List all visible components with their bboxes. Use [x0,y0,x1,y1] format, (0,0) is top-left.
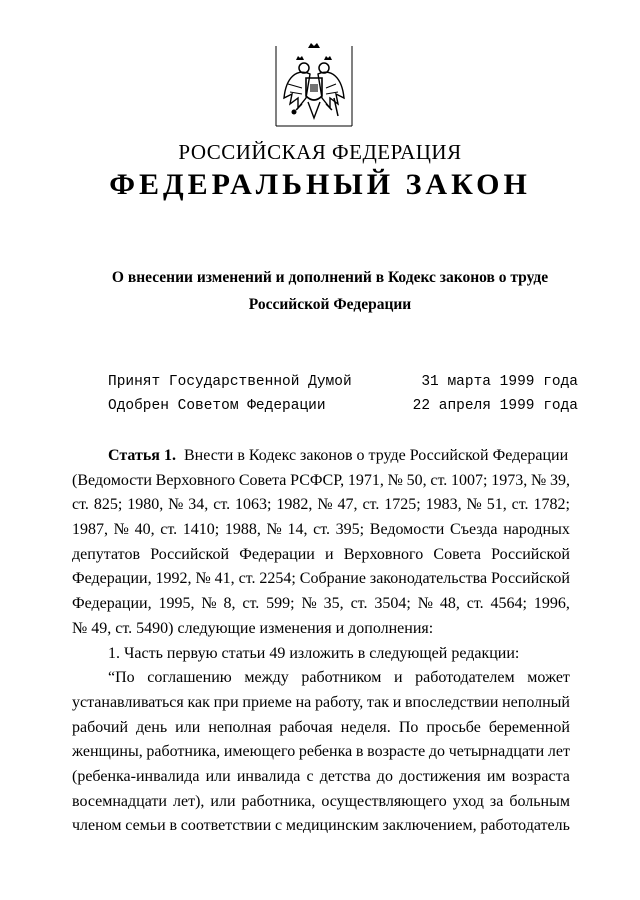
adoption-block [108,370,578,418]
adopted-row [108,370,578,394]
law-subject-line-1: О внесении изменений и дополнений в Кодекс законов о труде [111,269,549,286]
approved-by: Одобрен Советом Федерации [108,398,326,414]
article-text-line: Федерации, 1995, № 8, ст. 599; № 35, ст. 3504; № 48, ст. 4564; 1996, [72,595,570,613]
quote-line: рабочий день или неполная рабочая неделя. По просьбе беременной [72,718,570,736]
article-body [72,444,570,839]
quote-line: членом семьи в соответствии с медицинским заключением, работодатель [72,817,570,835]
article-text-line: Внести в Кодекс законов о труде Российской Федерации [183,447,569,464]
article-text-line: Федерации, 1992, № 41, ст. 2254; Собрание законодательства Российской [72,570,570,588]
adopted-by: Принят Государственной Думой [108,374,352,390]
article-text-line: 1987, № 40, ст. 1410; 1988, № 14, ст. 395; Ведомости Съезда народных [72,521,570,539]
article-label: Статья 1. [108,447,176,464]
quote-line: устанавливаться как при приеме на работу, так и впоследствии неполный [72,693,570,711]
article-text-line: (Ведомости Верховного Совета РСФСР, 1971, № 50, ст. 1007; 1973, № 39, [72,471,570,489]
article-item-1: 1. Часть первую статьи 49 изложить в следующей редакции: [108,644,520,662]
article-text-line: депутатов Российской Федерации и Верховного Совета Российской [72,545,570,563]
coat-of-arms-icon [272,38,356,138]
adopted-date: 31 марта 1999 года [421,374,578,390]
approved-row [108,394,578,418]
law-subject [60,264,600,318]
quote-line: женщины, работника, имеющего ребенка в возрасте до четырнадцати лет [72,743,570,761]
quote-line: “По соглашению между работником и работодателем может [108,669,570,687]
article-text-line: ст. 825; 1980, № 34, ст. 1063; 1982, № 47, ст. 1725; 1983, № 51, ст. 1782; [72,496,570,514]
article-line-first [72,444,570,469]
law-subject-line-2: Российской Федерации [248,296,412,313]
article-text-line: № 49, ст. 5490) следующие изменения и дополнения: [72,619,434,637]
state-name: РОССИЙСКАЯ ФЕДЕРАЦИЯ [178,140,462,164]
approved-date: 22 апреля 1999 года [412,398,578,414]
quote-line: восемнадцати лет), или работника, осуществляющего уход за больным [72,792,570,810]
quote-line: (ребенка-инвалида или инвалида с детства до достижения им возраста [72,767,570,785]
document-type-title: ФЕДЕРАЛЬНЫЙ ЗАКОН [109,168,531,201]
